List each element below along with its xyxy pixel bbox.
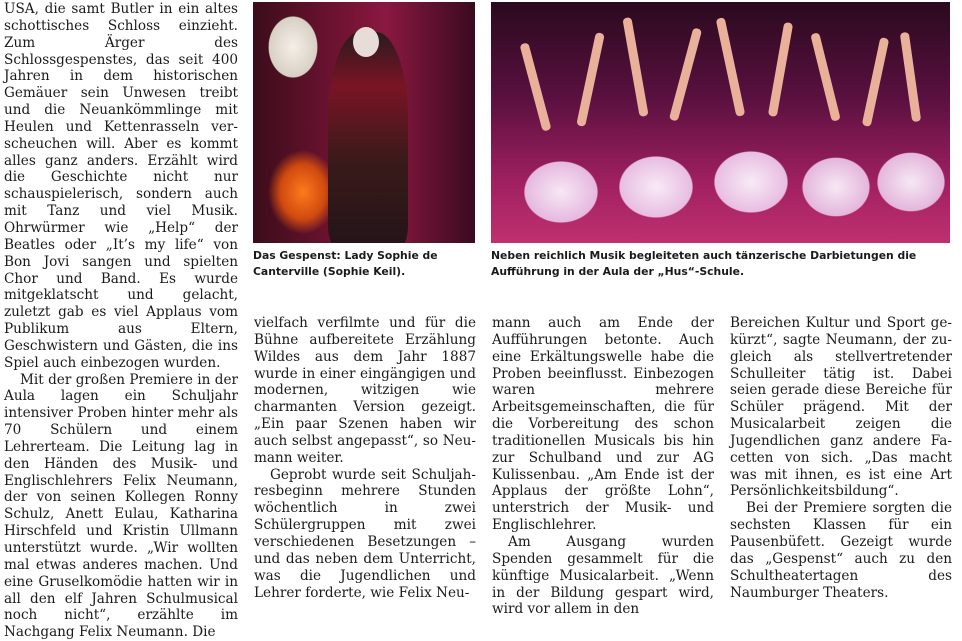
photo-dancers bbox=[491, 2, 950, 243]
paragraph: Bereichen Kultur und Sport gekürzt“, sagte Neumann, der zugleich als stellvertretender Schulleiter tätig ist. Dabei seien gerade diese Bereiche für Schüler prägend. Mit der Musicalarbeit zeigen die Jugendlichen ganz andere Facetten von sich. „Das macht was mit ihnen, es ist eine Art Persönlichkeitsbildung“. bbox=[730, 315, 952, 500]
paragraph: Geprobt wurde seit Schuljahresbeginn mehrere Stunden wöchentlich in zwei Schülergruppen mit zwei verschiedenen Besetzungen – und das neben dem Unterricht, was die Jugendlichen und Lehrer forderte, wie Felix Neu- bbox=[254, 466, 476, 601]
paragraph: mann auch am Ende der Aufführungen betonte. Auch eine Erkältungswelle habe die Proben beeinflusst. Einbezogen waren mehrere Arbeitsgemeinschaften, die für die Vorbereitung des schon traditionellen Musicals bis hin zur Schulband und zur AG Kulissenbau. „Am Ende ist der Applaus der größte Lohn“, unterstrich der Musik- und Englischlehrer. bbox=[492, 315, 714, 534]
ghost-figure bbox=[328, 32, 408, 243]
article-column-2 bbox=[254, 315, 476, 601]
photo-caption-1: Das Gespenst: Lady Sophie de Canterville (Sophie Keil). bbox=[253, 249, 438, 278]
photo-caption-2: Neben reichlich Musik begleiteten auch tänzerische Darbietungen die Aufführung in der Aula der „Hus“-Schule. bbox=[491, 249, 917, 278]
article-column-1 bbox=[4, 1, 238, 641]
paragraph: Bei der Premiere sorgten die sechsten Klassen für ein Pausenbüfett. Gezeigt wurde das „Gespenst“ auch zu den Schultheatertagen des Naumburger Theaters. bbox=[730, 500, 952, 601]
paragraph: vielfach verfilmte und für die Bühne aufbereitete Erzählung Wildes aus dem Jahr 1887 wurde in einer eingängigen und modernen, witzigen wie charmanten Version gezeigt. „Ein paar Szenen haben wir auch selbst angepasst“, so Neumann weiter. bbox=[254, 315, 476, 466]
ghost-face bbox=[353, 27, 379, 57]
paragraph: USA, die samt Butler in ein altes schottisches Schloss einzieht. Zum Ärger des Schlossgespenstes, das seit 400 Jahren in dem historischen Gemäuer sein Unwesen treibt und die Neuankömmlinge mit Heulen und Kettenrasseln verscheuchen will. Aber es kommt alles ganz anders. Erzählt wird die Geschichte nicht nur schauspielerisch, sondern auch mit Tanz und viel Musik. Ohrwürmer wie „Help“ der Beatles oder „It’s my life“ von Bon Jovi sangen und spielten Chor und Band. Es wurde mitgeklatscht und gelacht, zuletzt gab es viel Applaus vom Publikum aus Eltern, Geschwistern und Gästen, die ins Spiel auch einbezogen wurden. bbox=[4, 1, 238, 371]
paragraph: Mit der großen Premiere in der Aula lagen ein Schuljahr intensiver Proben hinter mehr als 70 Schülern und einem Lehrerteam. Die Leitung lag in den Händen des Musik- und Englischlehrers Felix Neumann, der von seinen Kollegen Ronny Schulz, Anett Eulau, Katharina Hirschfeld und Kristin Ullmann unterstützt wurde. „Wir wollten mal etwas anderes machen. Und eine Gruselkomödie hatten wir in all den elf Jahren Schulmusical noch nicht“, erzählte im Nachgang Felix Neumann. Die bbox=[4, 371, 238, 641]
photo-ghost-lady bbox=[253, 2, 475, 243]
article-column-4 bbox=[730, 315, 952, 601]
paragraph: Am Ausgang wurden Spenden gesammelt für die künftige Musicalarbeit. „Wenn in der Bildung gespart wird, wird vor allem in den bbox=[492, 533, 714, 618]
